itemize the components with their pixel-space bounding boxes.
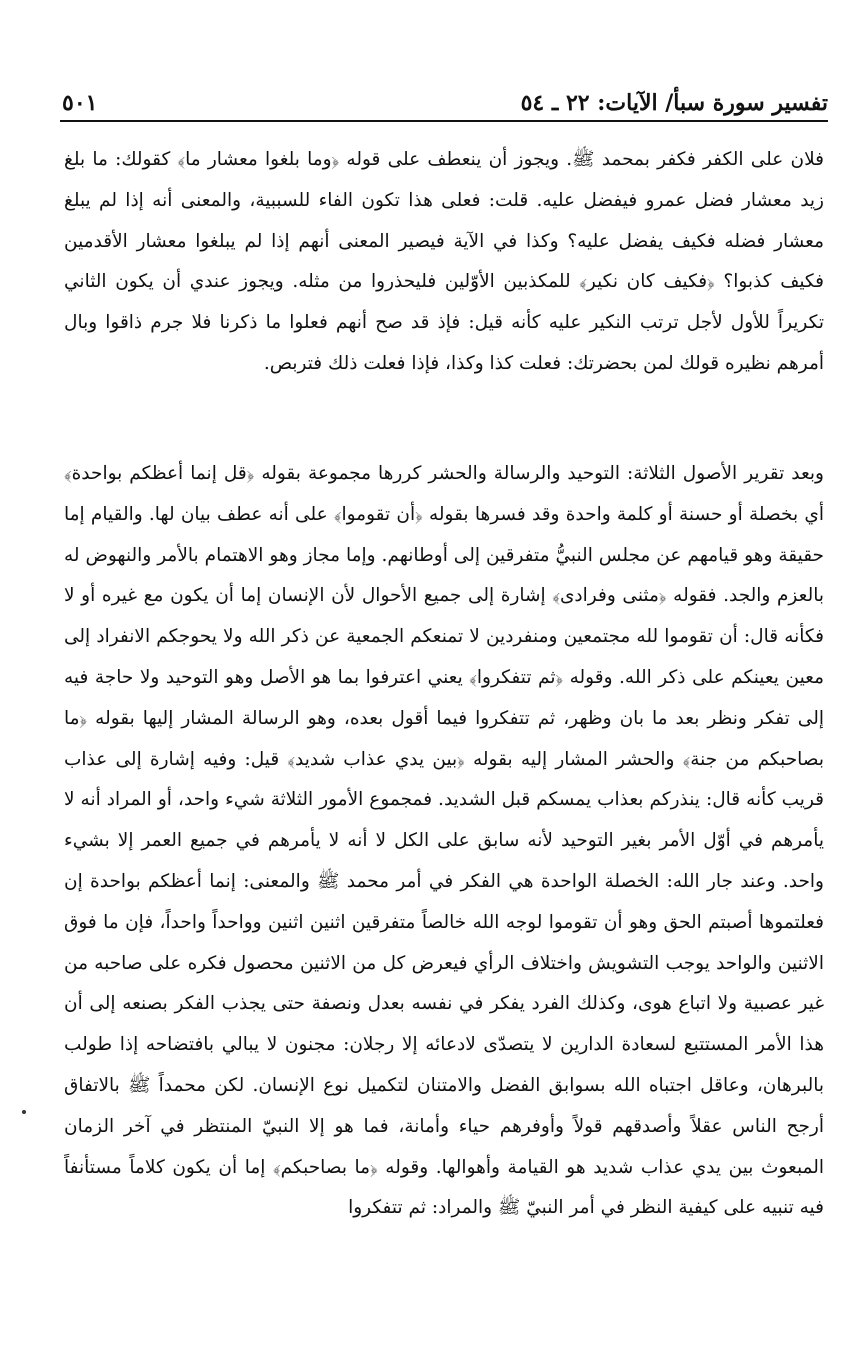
page-header <box>62 82 828 116</box>
margin-dot <box>22 1110 26 1114</box>
paragraph-continuation: فلان على الكفر فكفر بمحمد ﷺ. ويجوز أن ينعطف على قوله ﴿وما بلغوا معشار ما﴾ كقولك: ما بلغ زيد معشار فضل عمرو فيفضل عليه. قلت: فعلى هذا تكون الفاء للسببية، والمعنى أنه إذا لم يبلغ معشار فضله فكيف يفضل عليه؟ وكذا في الآية فيصير المعنى أنهم إذا لم يبلغوا معشار الأقدمين فكيف كذبوا؟ ﴿فكيف كان نكير﴾ للمكذبين الأوّلين فليحذروا من مثله. ويجوز عندي أن يكون الثاني تكريراً للأول لأجل ترتب النكير عليه كأنه قيل: فإذ قد صح أنهم فعلوا ما ذكرنا فلا جرم ذاقوا وبال أمرهم نظيره قولك لمن بحضرتك: فعلت كذا وكذا، فإذا فعلت ذلك فتربص. <box>64 149 824 374</box>
paragraph-three-principles: وبعد تقرير الأصول الثلاثة: التوحيد والرسالة والحشر كررها مجموعة بقوله ﴿قل إنما أعظكم بواحدة﴾ أي بخصلة أو حسنة أو كلمة واحدة وقد فسرها بقوله ﴿أن تقوموا﴾ على أنه عطف بيان لها. والقيام إما حقيقة وهو قيامهم عن مجلس النبيُّ متفرقين إلى أوطانهم. وإما مجاز وهو الاهتمام بالأمر والنهوض له بالعزم والجد. فقوله ﴿مثنى وفرادى﴾ إشارة إلى جميع الأحوال لأن الإنسان إما أن يكون مع غيره أو لا فكأنه قال: أن تقوموا لله مجتمعين ومنفردين لا تمنعكم الجمعية عن ذكر الله ولا يحوجكم الانفراد إلى معين يعينكم على ذكر الله. وقوله ﴿ثم تتفكروا﴾ يعني اعترفوا بما هو الأصل وهو التوحيد ولا حاجة فيه إلى تفكر ونظر بعد ما بان وظهر، ثم تتفكروا فيما أقول بعده، وهو الرسالة المشار إليها بقوله ﴿ما بصاحبكم من جنة﴾ والحشر المشار إليه بقوله ﴿بين يدي عذاب شديد﴾ قيل: وفيه إشارة إلى عذاب قريب كأنه قال: ينذركم بعذاب يمسكم قبل الشديد. فمجموع الأمور الثلاثة شيء واحد، أو المراد أنه لا يأمرهم في أوّل الأمر بغير التوحيد لأنه سابق على الكل لا أنه لا يأمرهم في جميع العمر إلا بشيء واحد. وعند جار الله: الخصلة الواحدة هي الفكر في أمر محمد ﷺ والمعنى: إنما أعظكم بواحدة إن فعلتموها أصبتم الحق وهو أن تقوموا لوجه الله خالصاً متفرقين اثنين اثنين وواحداً واحداً، فإن ما فوق الاثنين والواحد يوجب التشويش واختلاف الرأي فيعرض كل من الاثنين محصول فكره على صاحبه من غير عصبية ولا اتباع هوى، وكذلك الفرد يفكر في نفسه بعدل ونصفة حتى يجذب الفكر بصنعه إلى أن هذا الأمر المستتبع لسعادة الدارين لا يتصدّى لادعائه إلا رجلان: مجنون لا يبالي بافتضاحه إذا طولب بالبرهان، وعاقل اجتباه الله بسوابق الفضل والامتنان لتكميل نوع الإنسان. لكن محمداً ﷺ بالاتفاق أرجح الناس عقلاً وأصدقهم قولاً وأوفرهم حياء وأمانة، فما هو إلا النبيّ المنتظر في آخر الزمان المبعوث بين يدي عذاب شديد هو القيامة وأهوالها. وقوله ﴿ما بصاحبكم﴾ إما أن يكون كلاماً مستأنفاً فيه تنبيه على كيفية النظر في أمر النبيّ ﷺ والمراد: ثم تتفكروا <box>64 463 824 1219</box>
running-title: تفسير سورة سبأ/ الآيات: ٢٢ ـ ٥٤ <box>520 90 828 116</box>
header-rule <box>60 120 828 122</box>
page-number: ٥٠١ <box>62 90 98 116</box>
